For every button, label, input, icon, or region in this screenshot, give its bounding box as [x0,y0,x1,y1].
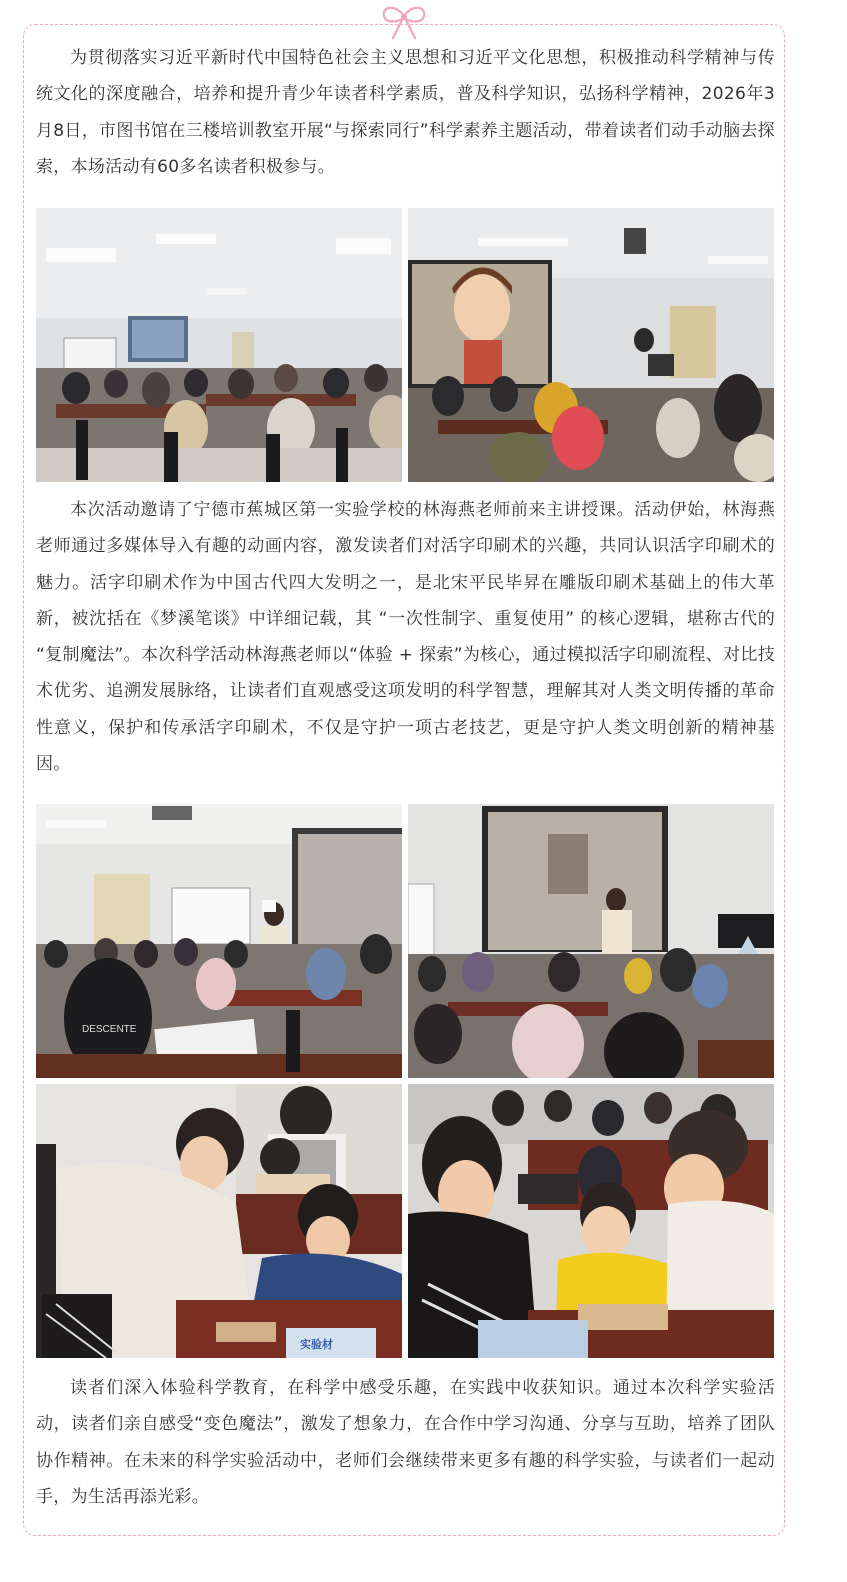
intro-paragraph: 为贯彻落实习近平新时代中国特色社会主义思想和习近平文化思想，积极推动科学精神与传统文化的深度融合，培养和提升青少年读者科学素质，普及科学知识，弘扬科学精神，2026年3月8日，市图书馆在三楼培训教室开展“与探索同行”科学素养主题活动，带着读者们动手动脑去探索，本场活动有60多名读者积极参与。 [36,48,775,177]
ribbon-bow-icon [378,2,430,42]
photo-teacher-helping-student [36,1084,402,1358]
photo-family-printing [408,1084,774,1358]
summary-paragraph: 读者们深入体验科学教育，在科学中感受乐趣，在实践中收获知识。通过本次科学实验活动，读者们亲自感受“变色魔法”，激发了想象力，在合作中学习沟通、分享与互助，培养了团队协作精神。在未来的科学实验活动中，老师们会继续带来更多有趣的科学实验，与读者们一起动手，为生活再添光彩。 [36,1378,775,1507]
descente-shirt-text: DESCENTE [82,1024,137,1035]
photo-teacher-presenting [36,804,402,1078]
photo-teacher-at-screen [408,804,774,1078]
material-bag-text: 实验材 [300,1339,333,1351]
photo-classroom-overview [36,208,402,482]
teacher-lesson-paragraph: 本次活动邀请了宁德市蕉城区第一实验学校的林海燕老师前来主讲授课。活动伊始，林海燕老师通过多媒体导入有趣的动画内容，激发读者们对活字印刷术的兴趣，共同认识活字印刷术的魅力。活字印刷术作为中国古代四大发明之一，是北宋平民毕昇在雕版印刷术基础上的伟大革新，被沈括在《梦溪笔谈》中详细记载，其 “一次性制字、重复使用” 的核心逻辑，堪称古代的 “复制魔法”。本次科学活动林海燕老师以“体验 + 探索”为核心，通过模拟活字印刷流程、对比技术优劣、追溯发展脉络，让读者们直观感受这项发明的科学智慧，理解其对人类文明传播的革命性意义，保护和传承活字印刷术，不仅是守护一项古老技艺，更是守护人类文明创新的精神基因。 [36,500,775,775]
photo-projected-animation [408,208,774,482]
